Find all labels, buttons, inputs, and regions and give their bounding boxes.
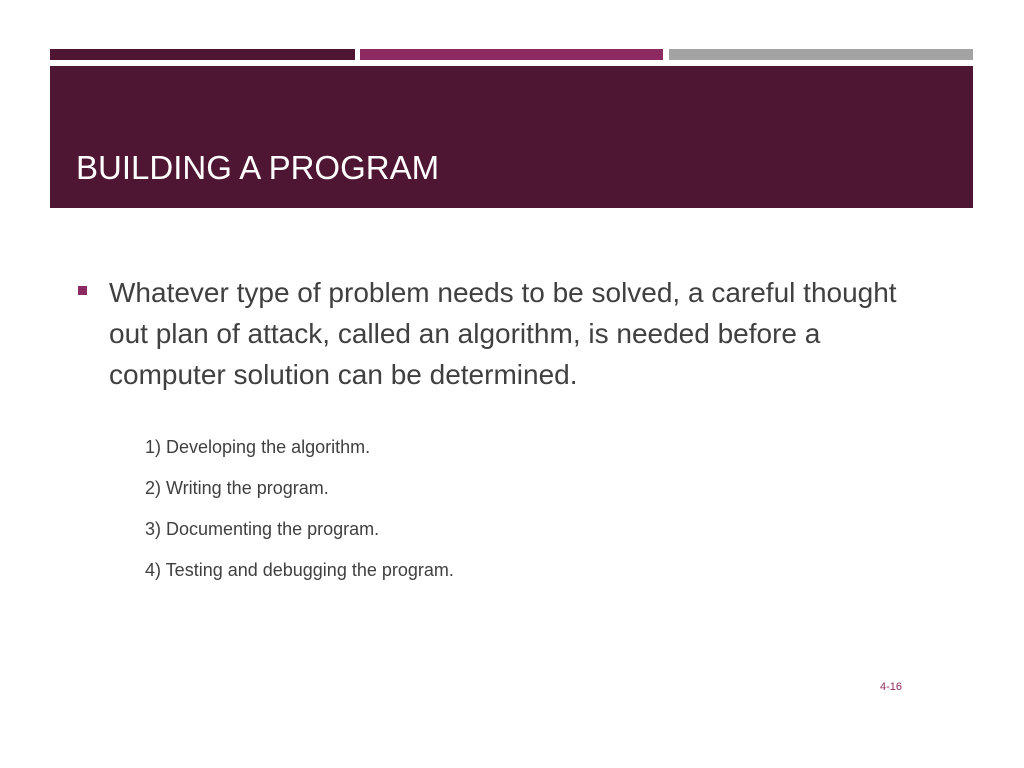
slide-title: BUILDING A PROGRAM <box>76 149 440 186</box>
accent-bar-dark <box>50 49 355 60</box>
accent-bar-gray <box>669 49 973 60</box>
step-item: 3) Documenting the program. <box>145 519 380 539</box>
bullet-text: Whatever type of problem needs to be solved, a careful thought out plan of attack, called an algorithm, is needed before a computer solution can be determined. <box>109 277 897 390</box>
accent-bar-magenta <box>360 49 663 60</box>
title-band <box>50 66 973 208</box>
steps-list <box>145 437 454 601</box>
square-bullet-icon <box>78 286 87 295</box>
step-item: 1) Developing the algorithm. <box>145 437 371 457</box>
slide-number: 4-16 <box>880 681 903 693</box>
step-item: 4) Testing and debugging the program. <box>145 560 454 580</box>
step-item: 2) Writing the program. <box>145 478 329 498</box>
